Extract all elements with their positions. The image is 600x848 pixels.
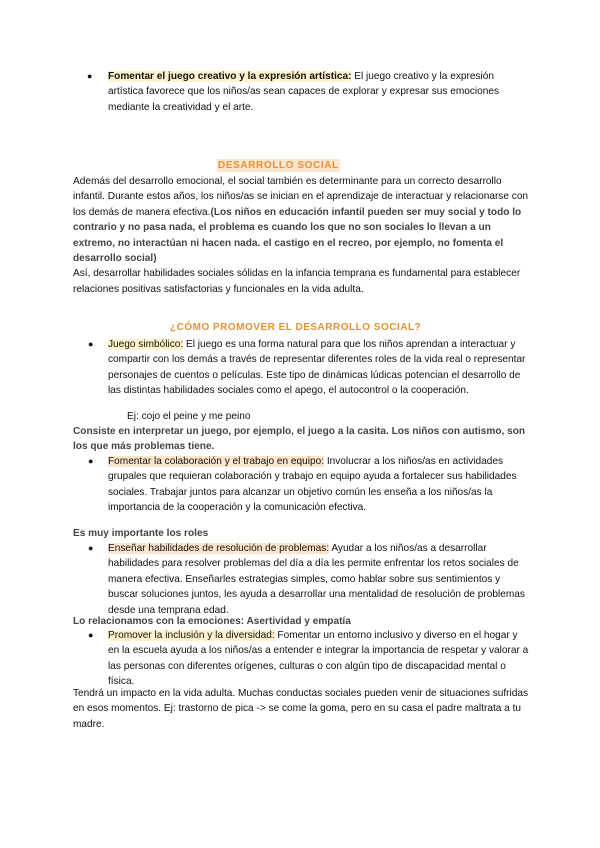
bullet-icon: ● <box>88 456 94 466</box>
bullet-icon: ● <box>87 71 93 81</box>
section-title: DESARROLLO SOCIAL <box>218 160 339 171</box>
intro-bold-note: (Los niños en educación infantil pueden ser muy social y todo lo contrario y no pasa nada, el problema es cuando los que no son sociales lo llevan a un extremo, no interactúan ni hacen nada. el castigo en el recreo, por ejemplo, no fomenta el desarrollo social) <box>73 206 522 265</box>
list-item <box>108 628 529 690</box>
note-emotions: Lo relacionamos con la emociones: Asertividad y empatía <box>73 616 351 627</box>
creative-bullet-list <box>87 69 527 115</box>
list-item <box>108 337 529 399</box>
creative-label: Fomentar el juego creativo y la expresión artística: <box>108 71 352 82</box>
item-text: Ayudar a los niños/as a desarrollar habilidades para resolver problemas del día a día les permite enfrentar los retos sociales de manera efectiva. Enseñarles estrategias simples, como hablar sobre sus sentimientos y buscar soluciones juntos, les ayuda a desarrollar una mentalidad de resolución de problemas desde una temprana edad. <box>108 543 525 616</box>
item-label: Juego simbólico: <box>108 339 184 350</box>
list-item <box>108 541 529 618</box>
closing-paragraph: Tendrá un impacto en la vida adulta. Muchas conductas sociales pueden venir de situaciones sufridas en esos momentos. Ej: trastorno de pica -> se come la goma, pero en su casa el padre maltrata a tu madre. <box>73 688 529 730</box>
item-label: Promover la inclusión y la diversidad: <box>108 630 275 641</box>
item-inclusion <box>87 628 529 690</box>
item-resolucion <box>87 541 529 618</box>
note-interpretation: Consiste en interpretar un juego, por ejemplo, el juego a la casita. Los niños con autismo, son los que más problemas tiene. <box>73 426 526 453</box>
subsection-title: ¿CÓMO PROMOVER EL DESARROLLO SOCIAL? <box>170 322 422 333</box>
creative-text: El juego creativo y la expresión artística favorece que los niños/as sean capaces de explorar y expresar sus emociones mediante la creatividad y el arte. <box>108 71 500 113</box>
bullet-icon: ● <box>88 543 94 553</box>
list-item <box>108 454 529 516</box>
item-juego-simbolico <box>87 337 529 399</box>
intro-block <box>73 174 533 297</box>
creative-list-item <box>108 69 527 115</box>
bullet-icon: ● <box>88 630 94 640</box>
item-colaboracion <box>87 454 529 516</box>
item-text: Fomentar un entorno inclusivo y diverso en el hogar y en la escuela ayuda a los niños/as a entender e integrar la importancia de respetar y valorar a las personas con diferentes orígenes, culturas o con algún tipo de discapacidad mental o física. <box>108 630 529 688</box>
intro-closing: Así, desarrollar habilidades sociales sólidas en la infancia temprana es fundamental para establecer relaciones positivas satisfactorias y funcionales en la vida adulta. <box>73 268 521 295</box>
item-text: El juego es una forma natural para que los niños aprendan a interactuar y compartir con los demás a través de representar diferentes roles de la vida real o representar personajes de cuentos o películas. Este tipo de dinámicas lúdicas potencian el desarrollo de las distintas habilidades sociales como el apego, el autocontrol o la cooperación. <box>108 339 526 397</box>
item-label: Enseñar habilidades de resolución de problemas: <box>108 543 330 554</box>
item-text: Involucrar a los niños/as en actividades grupales que requieran colaboración y trabajo en equipo ayuda a fortalecer sus habilidades sociales. Trabajar juntos para alcanzar un objetivo común les enseña a los niños/as la importancia de la cooperación y la comunicación efectiva. <box>108 456 517 514</box>
intro-plain: Además del desarrollo emocional, el social también es determinante para un correcto desarrollo infantil. Durante estos años, los niños/as se inician en el aprendizaje de interactuar y relacionarse con los demás de manera efectiva. <box>73 176 529 218</box>
example-line: Ej: cojo el peine y me peino <box>127 411 251 422</box>
intro-paragraph <box>73 174 533 266</box>
note-roles: Es muy importante los roles <box>73 528 209 539</box>
bullet-icon: ● <box>88 339 94 349</box>
item-label: Fomentar la colaboración y el trabajo en equipo: <box>108 456 325 467</box>
